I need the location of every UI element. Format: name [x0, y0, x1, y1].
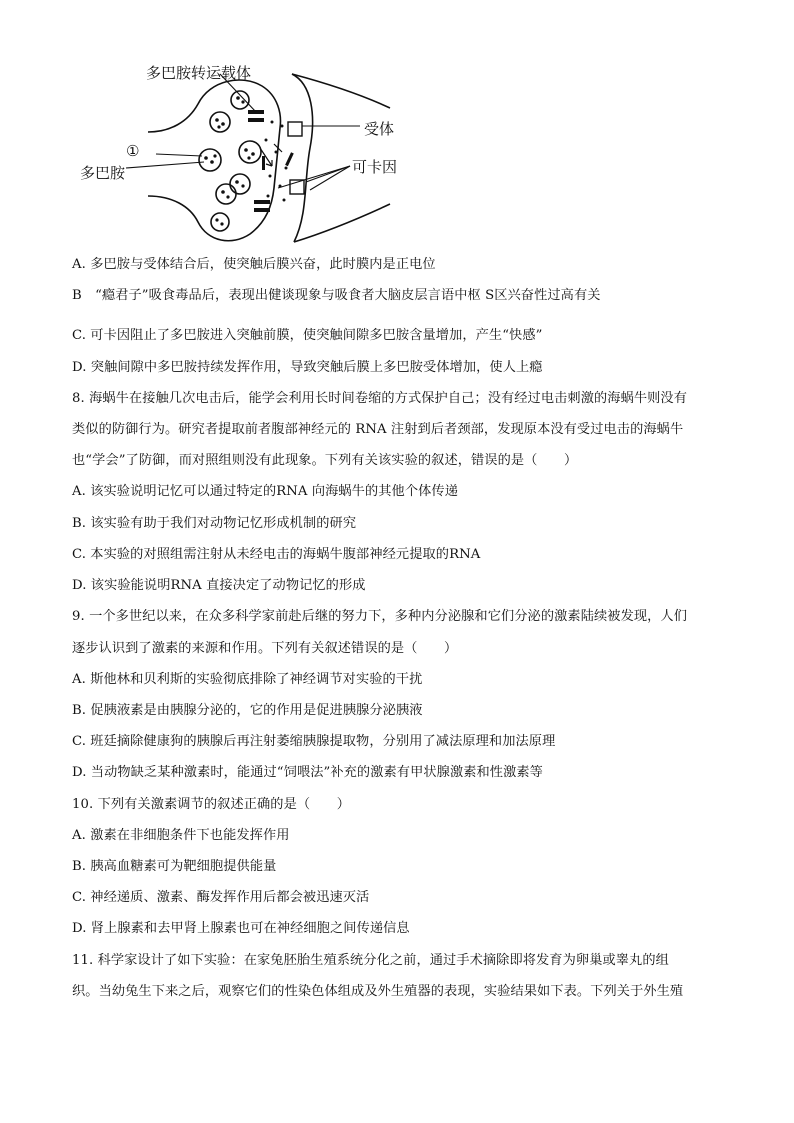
q9-stem-line-2: 逐步认识到了激素的来源和作用。下列有关叙述错误的是（ ）: [72, 641, 458, 656]
transporter-label: 多巴胺转运载体: [146, 64, 252, 82]
q11-stem-line-1: 11. 科学家设计了如下实验：在家兔胚胎生殖系统分化之前，通过手术摘除即将发育为卵巢或睾丸的组: [72, 953, 669, 968]
q8-option-b: B. 该实验有助于我们对动物记忆形成机制的研究: [72, 516, 357, 531]
q9-option-d: D. 当动物缺乏某种激素时，能通过“饲喂法”补充的激素有甲状腺激素和性激素等: [72, 765, 543, 780]
q8-option-c: C. 本实验的对照组需注射从未经电击的海蜗牛腹部神经元提取的RNA: [72, 547, 481, 562]
q11-stem-line-2: 织。当幼兔生下来之后，观察它们的性染色体组成及外生殖器的表现，实验结果如下表。下列关于外生殖: [72, 984, 684, 999]
q9-option-a: A. 斯他林和贝利斯的实验彻底排除了神经调节对实验的干扰: [72, 672, 423, 687]
dopamine-label: 多巴胺: [80, 164, 126, 182]
q7-option-a: A. 多巴胺与受体结合后，使突触后膜兴奋，此时膜内是正电位: [72, 257, 436, 272]
q7-option-d: D. 突触间隙中多巴胺持续发挥作用，导致突触后膜上多巴胺受体增加，使人上瘾: [72, 360, 543, 375]
q9-stem-line-1: 9. 一个多世纪以来，在众多科学家前赴后继的努力下，多种内分泌腺和它们分泌的激素陆续被发现，人们: [72, 609, 688, 624]
q8-stem-line-2: 类似的防御行为。研究者提取前者腹部神经元的 RNA 注射到后者颈部，发现原本没有受过电击的海蜗牛: [72, 422, 684, 437]
q8-option-a: A. 该实验说明记忆可以通过特定的RNA 向海蜗牛的其他个体传递: [72, 484, 458, 499]
q7-option-c: C. 可卡因阻止了多巴胺进入突触前膜，使突触间隙多巴胺含量增加，产生“快感”: [72, 328, 543, 343]
circle-one-label: ①: [126, 142, 140, 160]
q7-option-b: B “瘾君子”吸食毒品后，表现出健谈现象与吸食者大脑皮层言语中枢 S区兴奋性过高有关: [72, 288, 601, 303]
synapse-diagram: [60, 56, 440, 252]
q9-option-c: C. 班廷摘除健康狗的胰腺后再注射萎缩胰腺提取物，分别用了减法原理和加法原理: [72, 734, 556, 749]
q8-stem-line-3: 也“学会”了防御，而对照组则没有此现象。下列有关该实验的叙述，错误的是（ ）: [72, 453, 578, 468]
q10-option-d: D. 肾上腺素和去甲肾上腺素也可在神经细胞之间传递信息: [72, 921, 410, 936]
q9-option-b: B. 促胰液素是由胰腺分泌的，它的作用是促进胰腺分泌胰液: [72, 703, 423, 718]
q10-option-a: A. 激素在非细胞条件下也能发挥作用: [72, 828, 290, 843]
q10-option-b: B. 胰高血糖素可为靶细胞提供能量: [72, 859, 277, 874]
q8-stem-line-1: 8. 海蜗牛在接触几次电击后，能学会利用长时间卷缩的方式保护自己；没有经过电击刺激的海蜗牛则没有: [72, 391, 688, 406]
q10-option-c: C. 神经递质、激素、酶发挥作用后都会被迅速灭活: [72, 890, 370, 905]
receptor-label: 受体: [364, 120, 395, 138]
cocaine-label: 可卡因: [352, 158, 398, 176]
synapse-drawing: [60, 56, 440, 252]
q8-option-d: D. 该实验能说明RNA 直接决定了动物记忆的形成: [72, 578, 366, 593]
q10-stem-line-1: 10. 下列有关激素调节的叙述正确的是（ ）: [72, 797, 351, 812]
